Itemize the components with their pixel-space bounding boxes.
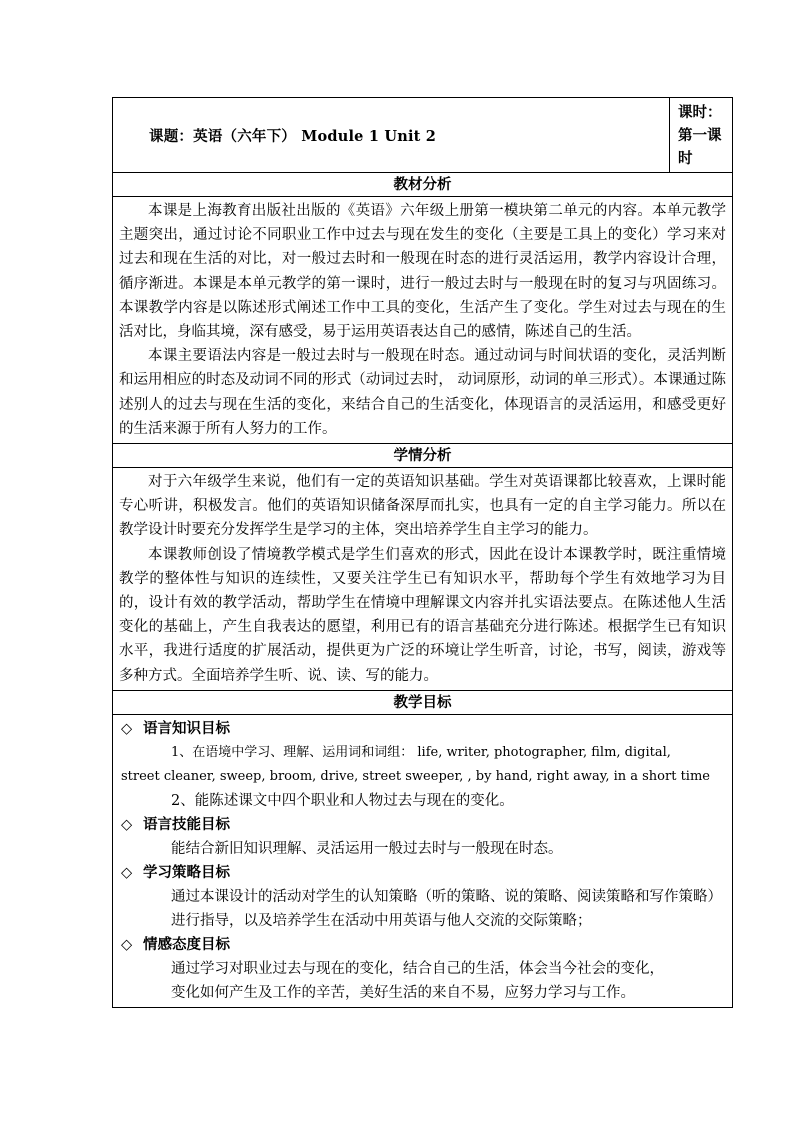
skills-goal-heading bbox=[119, 813, 726, 837]
knowledge-goal-item-2: 2、能陈述课文中四个职业和人物过去与现在的变化。 bbox=[171, 792, 514, 809]
strategy-goal-text: 通过本课设计的活动对学生的认知策略（听的策略、说的策略、阅读策略和写作策略）进行指导，以及培养学生在活动中用英语与他人交流的交际策略； bbox=[171, 888, 722, 929]
knowledge-goal-heading bbox=[119, 717, 726, 741]
diamond-bullet-icon: ◇ bbox=[121, 936, 133, 953]
affect-goal-title: 情感态度目标 bbox=[143, 935, 230, 953]
objectives-body bbox=[113, 714, 733, 1007]
textbook-analysis-heading: 教材分析 bbox=[113, 173, 733, 197]
knowledge-goal-item-1: 1、在语境中学习、理解、运用词和词组： life, writer, photographer, film, digital, bbox=[171, 744, 671, 760]
objectives-heading-row bbox=[113, 690, 733, 714]
learner-analysis-body bbox=[113, 468, 733, 691]
period-value-1: 第一课 bbox=[678, 127, 722, 144]
knowledge-goal-item-1-continued: street cleaner, sweep, broom, drive, street sweeper, , by hand, right away, in a short time bbox=[121, 768, 710, 784]
objectives-heading: 教学目标 bbox=[113, 690, 733, 714]
strategy-goal-heading bbox=[119, 861, 726, 885]
affect-goal-heading bbox=[119, 933, 726, 957]
textbook-analysis-body-row bbox=[113, 197, 733, 444]
affect-goal-line-2: 变化如何产生及工作的辛苦，美好生活的来自不易，应努力学习与工作。 bbox=[171, 984, 635, 1001]
knowledge-goal-title: 语言知识目标 bbox=[143, 719, 230, 737]
period-value-2: 时 bbox=[678, 150, 693, 167]
period-label: 课时： bbox=[678, 104, 722, 121]
learner-analysis-heading-row bbox=[113, 444, 733, 468]
textbook-analysis-heading-row bbox=[113, 173, 733, 197]
diamond-bullet-icon: ◇ bbox=[121, 720, 133, 737]
strategy-goal-title: 学习策略目标 bbox=[143, 863, 230, 881]
diamond-bullet-icon: ◇ bbox=[121, 816, 133, 833]
learner-analysis-body-row bbox=[113, 468, 733, 691]
skills-goal-text: 能结合新旧知识理解、灵活运用一般过去时与一般现在时态。 bbox=[171, 840, 563, 857]
lesson-plan-table bbox=[112, 97, 733, 1008]
lesson-title: 课题：英语（六年下） Module 1 Unit 2 bbox=[113, 98, 670, 173]
learner-analysis-paragraph-1: 对于六年级学生来说，他们有一定的英语知识基础。学生对英语课都比较喜欢，上课时能专心听讲，积极发言。他们的英语知识储备深厚而扎实，也具有一定的自主学习能力。所以在教学设计时要充分发挥学生是学习的主体，突出培养学生自主学习的能力。 bbox=[119, 474, 726, 539]
diamond-bullet-icon: ◇ bbox=[121, 864, 133, 881]
lesson-period bbox=[670, 98, 733, 173]
objectives-body-row bbox=[113, 714, 733, 1007]
learner-analysis-heading: 学情分析 bbox=[113, 444, 733, 468]
textbook-analysis-body bbox=[113, 197, 733, 444]
affect-goal-line-1: 通过学习对职业过去与现在的变化，结合自己的生活，体会当今社会的变化， bbox=[171, 960, 664, 977]
textbook-analysis-paragraph-2: 本课主要语法内容是一般过去时与一般现在时态。通过动词与时间状语的变化，灵活判断和运用相应的时态及动词不同的形式（动词过去时， 动词原形，动词的单三形式）。本课通过陈述别人的过去与现在生活的变化，来结合自己的生活变化，体现语言的灵活运用，和感受更好的生活来源于所有人努力的工作。 bbox=[119, 348, 726, 437]
skills-goal-title: 语言技能目标 bbox=[143, 815, 230, 833]
title-row bbox=[113, 98, 733, 173]
learner-analysis-paragraph-2: 本课教师创设了情境教学模式是学生们喜欢的形式，因此在设计本课教学时，既注重情境教学的整体性与知识的连续性，又要关注学生已有知识水平，帮助每个学生有效地学习为目的，设计有效的教学活动，帮助学生在情境中理解课文内容并扎实语法要点。在陈述他人生活变化的基础上，产生自我表达的愿望，利用已有的语言基础充分进行陈述。根据学生已有知识水平，我进行适度的扩展活动，提供更为广泛的环境让学生听音，讨论，书写，阅读，游戏等多种方式。全面培养学生听、说、读、写的能力。 bbox=[119, 546, 726, 684]
textbook-analysis-paragraph-1: 本课是上海教育出版社出版的《英语》六年级上册第一模块第二单元的内容。本单元教学主题突出，通过讨论不同职业工作中过去与现在发生的变化（主要是工具上的变化）学习来对过去和现在生活的对比，对一般过去时和一般现在时态的进行灵活运用，教学内容设计合理，循序渐进。本课是本单元教学的第一课时，进行一般过去时与一般现在时的复习与巩固练习。本课教学内容是以陈述形式阐述工作中工具的变化，生活产生了变化。学生对过去与现在的生活对比，身临其境，深有感受，易于运用英语表达自己的感情，陈述自己的生活。 bbox=[119, 203, 726, 341]
